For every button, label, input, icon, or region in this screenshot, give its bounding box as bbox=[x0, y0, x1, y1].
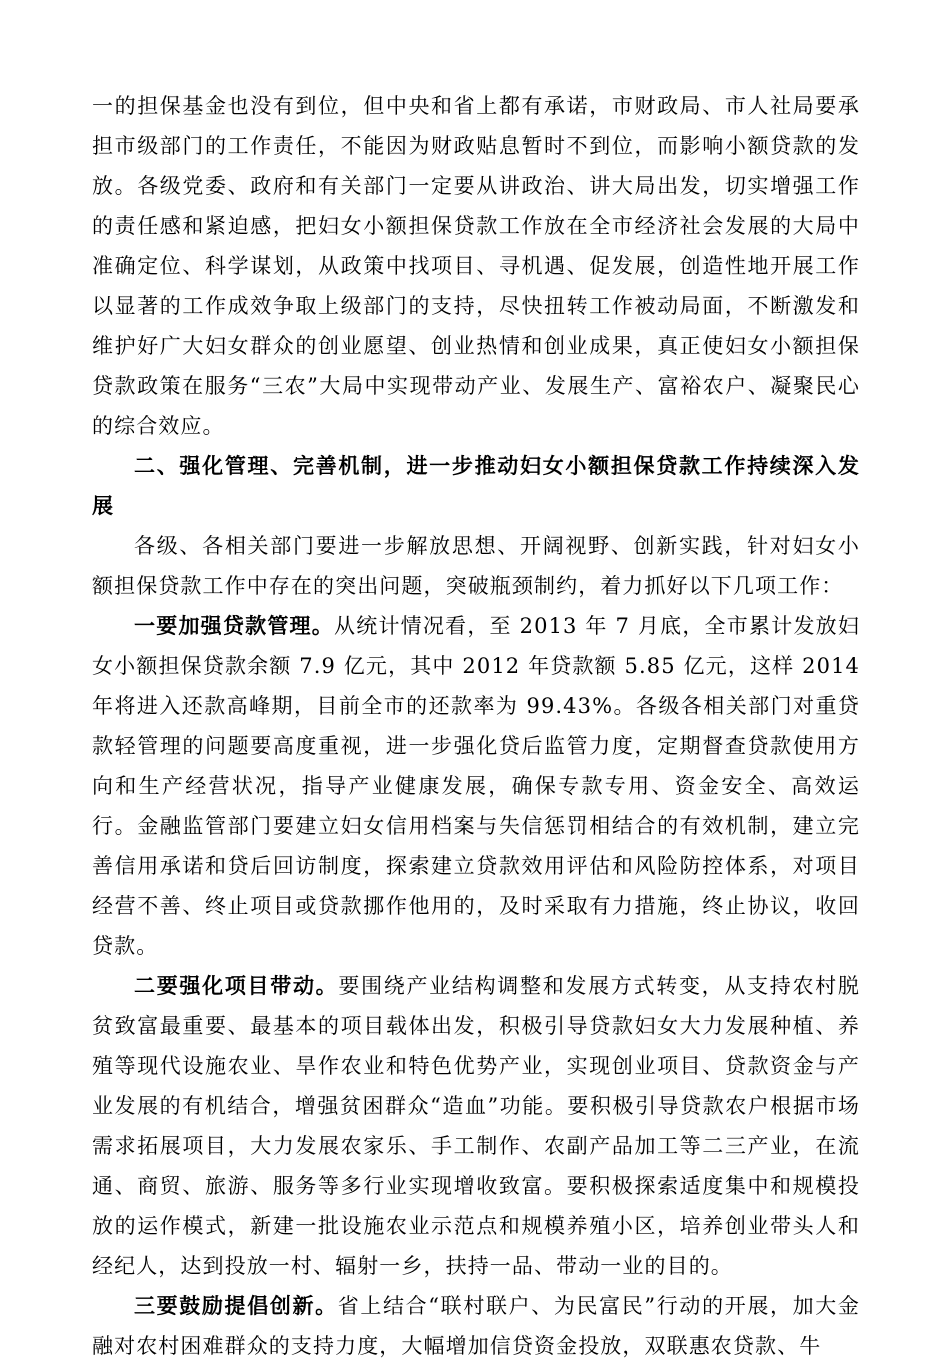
item-3-paragraph bbox=[92, 1286, 860, 1366]
item-2-lead: 二要强化项目带动。 bbox=[134, 973, 339, 998]
continuation-paragraph: 一的担保基金也没有到位，但中央和省上都有承诺，市财政局、市人社局要承担市级部门的工作责任，不能因为财政贴息暂时不到位，而影响小额贷款的发放。各级党委、政府和有关部门一定要从讲政治、讲大局出发，切实增强工作的责任感和紧迫感，把妇女小额担保贷款工作放在全市经济社会发展的大局中准确定位、科学谋划，从政策中找项目、寻机遇、促发展，创造性地开展工作以显著的工作成效争取上级部门的支持，尽快扭转工作被动局面，不断激发和维护好广大妇女群众的创业愿望、创业热情和创业成果，真正使妇女小额担保贷款政策在服务“三农”大局中实现带动产业、发展生产、富裕农户、凝聚民心的综合效应。 bbox=[92, 94, 860, 438]
item-3-body: 省上结合“联村联户、为民富民”行动的开展，加大金融对农村困难群众的支持力度，大幅增加信贷资金投放，双联惠农贷款、牛 bbox=[92, 1294, 860, 1358]
item-2-paragraph bbox=[92, 966, 860, 1286]
item-3-lead: 三要鼓励提倡创新。 bbox=[134, 1293, 338, 1318]
item-1-paragraph bbox=[92, 606, 860, 966]
item-1-body: 从统计情况看，至 2013 年 7 月底，全市累计发放妇女小额担保贷款余额 7.9 亿元，其中 2012 年贷款额 5.85 亿元，这样 2014 年将进入还款高峰期，目前全市的还款率为 99.43%。各级各相关部门对重贷款轻管理的问题要高度重视，进一步强化贷后监管力度，定期督查贷款使用方向和生产经营状况，指导产业健康发展，确保专款专用、资金安全、高效运行。金融监管部门要建立妇女信用档案与失信惩罚相结合的有效机制，建立完善信用承诺和贷后回访制度，探索建立贷款效用评估和风险防控体系，对项目经营不善、终止项目或贷款挪作他用的，及时采取有力措施，终止协议，收回贷款。 bbox=[92, 614, 860, 958]
document-page bbox=[92, 86, 860, 1366]
section-intro-paragraph: 各级、各相关部门要进一步解放思想、开阔视野、创新实践，针对妇女小额担保贷款工作中存在的突出问题，突破瓶颈制约，着力抓好以下几项工作： bbox=[92, 534, 860, 598]
item-2-body: 要围绕产业结构调整和发展方式转变，从支持农村脱贫致富最重要、最基本的项目载体出发，积极引导贷款妇女大力发展种植、养殖等现代设施农业、旱作农业和特色优势产业，实现创业项目、贷款资金与产业发展的有机结合，增强贫困群众“造血”功能。要积极引导贷款农户根据市场需求拓展项目，大力发展农家乐、手工制作、农副产品加工等二三产业，在流通、商贸、旅游、服务等多行业实现增收致富。要积极探索适度集中和规模投放的运作模式，新建一批设施农业示范点和规模养殖小区，培养创业带头人和经纪人，达到投放一村、辐射一乡，扶持一品、带动一业的目的。 bbox=[92, 974, 860, 1278]
item-1-lead: 一要加强贷款管理。 bbox=[134, 613, 334, 638]
section-heading: 二、强化管理、完善机制，进一步推动妇女小额担保贷款工作持续深入发展 bbox=[92, 453, 860, 518]
